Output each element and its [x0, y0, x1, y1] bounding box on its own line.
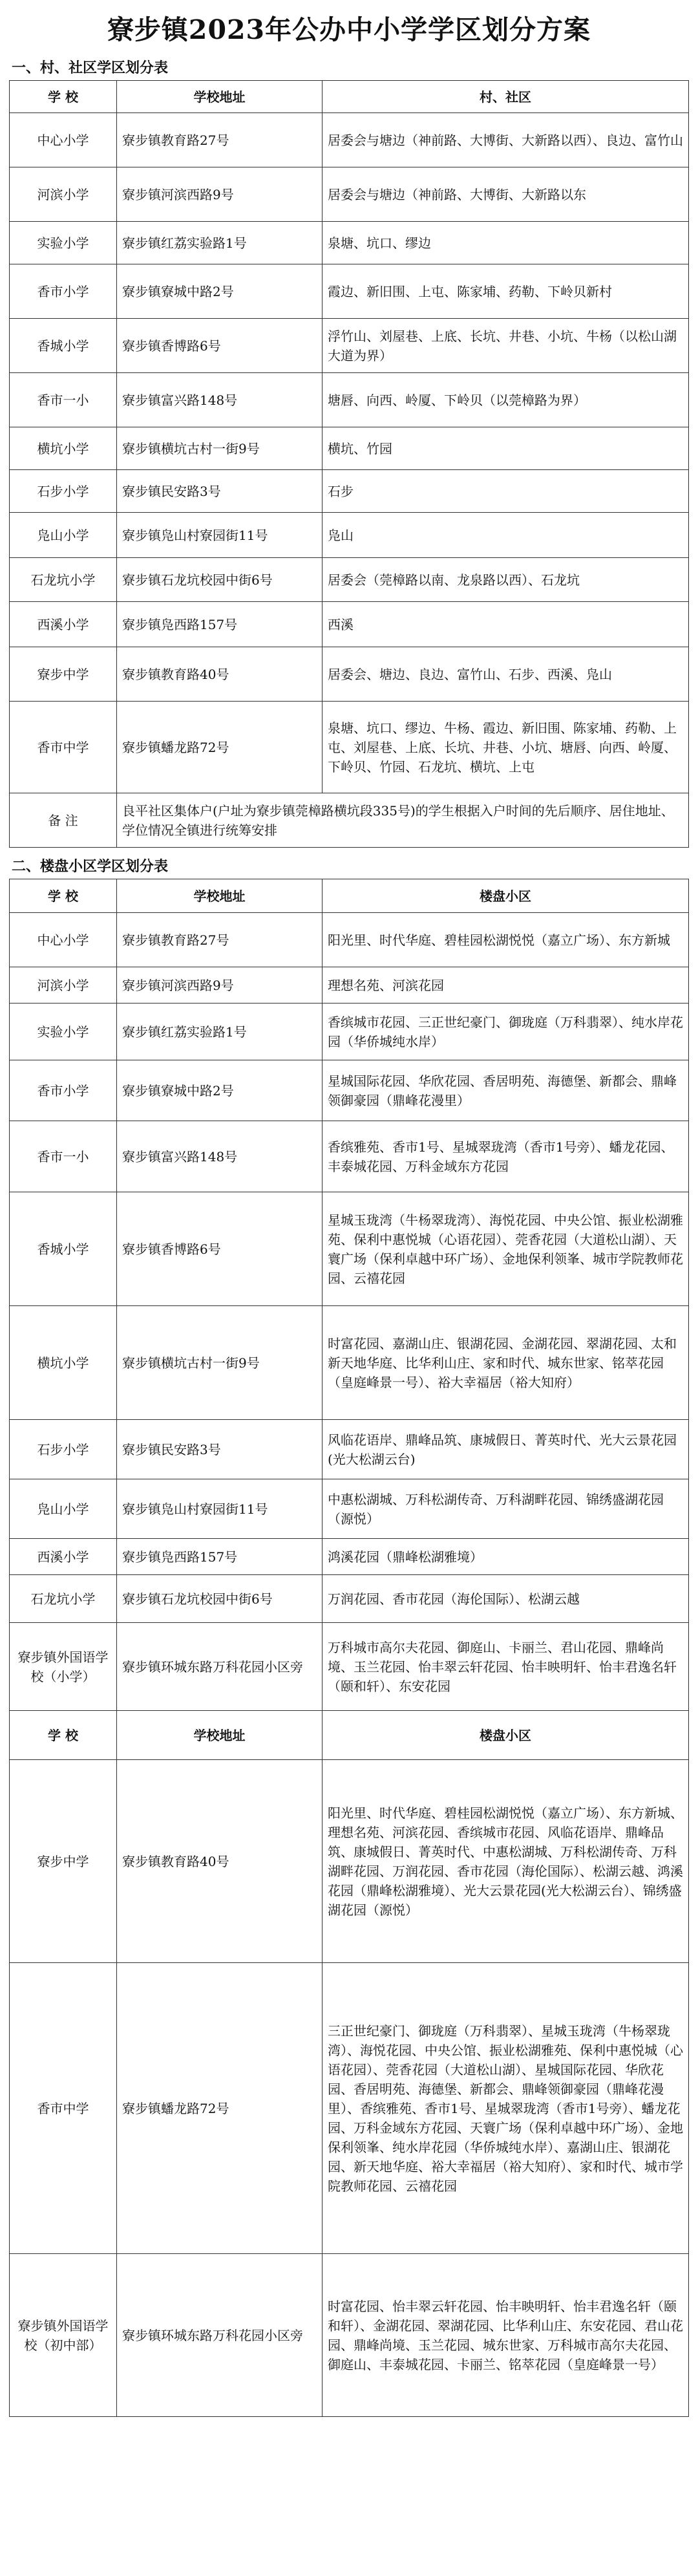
- page-title: 寮步镇2023年公办中小学学区划分方案: [107, 14, 591, 45]
- school-address: 寮步镇凫山村寮园街11号: [117, 1479, 323, 1539]
- table-row: [10, 167, 689, 222]
- area-list: 浮竹山、刘屋巷、上底、长坑、井巷、小坑、牛杨（以松山湖大道为界）: [323, 319, 689, 373]
- school-address: 寮步镇凫山村寮园街11号: [117, 513, 323, 558]
- table-row: [10, 1420, 689, 1479]
- estate-list: 阳光里、时代华庭、碧桂园松湖悦悦（嘉立广场）、东方新城、理想名苑、河滨花园、香缤城市花园、风临花语岸、鼎峰品筑、康城假日、菁英时代、中惠松湖城、万科松湖传奇、万科湖畔花园、万润花园、香市花园（海伦国际）、松湖云越、鸿溪花园（鼎峰松湖雅境）、光大云景花园(光大松湖云台）、锦绣盛湖花园（源悦）: [323, 1760, 689, 1963]
- note-label: 备 注: [10, 793, 117, 848]
- estate-list: 万科城市高尔夫花园、御庭山、卡丽兰、君山花园、鼎峰尚境、玉兰花园、怡丰翠云轩花园、怡丰映明轩、怡丰君逸名轩（颐和轩）、东安花园: [323, 1623, 689, 1711]
- header-estates: 楼盘小区: [323, 879, 689, 913]
- school-address: 寮步镇香博路6号: [117, 319, 323, 373]
- area-list: 横坑、竹园: [323, 427, 689, 470]
- section-heading-estates: 二、楼盘小区学区划分表: [12, 858, 169, 875]
- school-address: 寮步镇民安路3号: [117, 1420, 323, 1479]
- school-name: 中心小学: [10, 113, 117, 167]
- header-school: 学 校: [10, 879, 117, 913]
- school-name: 中心小学: [10, 913, 117, 967]
- school-name: 河滨小学: [10, 167, 117, 222]
- estate-list: 时富花园、嘉湖山庄、银湖花园、金湖花园、翠湖花园、太和新天地华庭、比华利山庄、家和时代、城东世家、铭萃花园（皇庭峰景一号）、裕大幸福居（裕大知府）: [323, 1306, 689, 1420]
- school-address: 寮步镇教育路40号: [117, 647, 323, 702]
- school-address: 寮步镇河滨西路9号: [117, 167, 323, 222]
- header-address: 学校地址: [117, 879, 323, 913]
- school-address: 寮步镇教育路27号: [117, 113, 323, 167]
- school-address: 寮步镇蟠龙路72号: [117, 702, 323, 793]
- school-address: 寮步镇石龙坑校园中街6号: [117, 558, 323, 602]
- table-row: [10, 264, 689, 319]
- area-list: 凫山: [323, 513, 689, 558]
- school-name: 横坑小学: [10, 427, 117, 470]
- area-list: 居委会与塘边（神前路、大博街、大新路以西）、良边、富竹山: [323, 113, 689, 167]
- header-address: 学校地址: [117, 81, 323, 113]
- school-address: 寮步镇红荔实验路1号: [117, 1004, 323, 1060]
- table-row: [10, 427, 689, 470]
- school-address: 寮步镇富兴路148号: [117, 1121, 323, 1192]
- table-row: [10, 470, 689, 513]
- table-row: [10, 1121, 689, 1192]
- estate-list: 香缤雅苑、香市1号、星城翠珑湾（香市1号旁）、蟠龙花园、丰泰城花园、万科金域东方花园: [323, 1121, 689, 1192]
- school-name: 实验小学: [10, 222, 117, 264]
- area-list: 霞边、新旧围、上屯、陈家埔、药勒、下岭贝新村: [323, 264, 689, 319]
- school-name: 石龙坑小学: [10, 558, 117, 602]
- school-name: 寮步中学: [10, 647, 117, 702]
- estate-district-table: [9, 879, 689, 2417]
- school-name: 横坑小学: [10, 1306, 117, 1420]
- header-address: 学校地址: [117, 1711, 323, 1760]
- school-name: 西溪小学: [10, 1539, 117, 1575]
- school-name: 石步小学: [10, 1420, 117, 1479]
- village-district-table: [9, 80, 689, 848]
- school-name: 河滨小学: [10, 967, 117, 1004]
- note-row: [10, 793, 689, 848]
- table-row: [10, 319, 689, 373]
- school-address: 寮步镇教育路40号: [117, 1760, 323, 1963]
- estate-list: 星城国际花园、华欣花园、香居明苑、海德堡、新都会、鼎峰领御豪园（鼎峰花漫里）: [323, 1060, 689, 1121]
- school-address: 寮步镇环城东路万科花园小区旁: [117, 2254, 323, 2417]
- school-address: 寮步镇蟠龙路72号: [117, 1963, 323, 2254]
- school-address: 寮步镇凫西路157号: [117, 602, 323, 647]
- school-name: 西溪小学: [10, 602, 117, 647]
- school-name: 香市一小: [10, 1121, 117, 1192]
- school-address: 寮步镇寮城中路2号: [117, 1060, 323, 1121]
- table-row: [10, 558, 689, 602]
- header-villages: 村、社区: [323, 81, 689, 113]
- school-name: 香市小学: [10, 264, 117, 319]
- school-name: 石龙坑小学: [10, 1575, 117, 1623]
- estate-list: 香缤城市花园、三正世纪豪门、御珑庭（万科翡翠）、纯水岸花园（华侨城纯水岸）: [323, 1004, 689, 1060]
- school-address: 寮步镇富兴路148号: [117, 373, 323, 427]
- area-list: 泉塘、坑口、缪边、牛杨、霞边、新旧围、陈家埔、药勒、上屯、刘屋巷、上底、长坑、井巷、小坑、塘唇、向西、岭厦、下岭贝、竹园、石龙坑、横坑、上屯: [323, 702, 689, 793]
- area-list: 居委会、塘边、良边、富竹山、石步、西溪、凫山: [323, 647, 689, 702]
- note-text: 良平社区集体户(户址为寮步镇莞樟路横坑段335号)的学生根据入户时间的先后顺序、居住地址、学位情况全镇进行统筹安排: [117, 793, 689, 848]
- table-row: [10, 602, 689, 647]
- table-header-row: [10, 879, 689, 913]
- table-row: [10, 1760, 689, 1963]
- area-list: 塘唇、向西、岭厦、下岭贝（以莞樟路为界）: [323, 373, 689, 427]
- estate-list: 鸿溪花园（鼎峰松湖雅境）: [323, 1539, 689, 1575]
- table-row: [10, 113, 689, 167]
- table-row: [10, 1004, 689, 1060]
- header-school: 学 校: [10, 1711, 117, 1760]
- table-header-row: [10, 81, 689, 113]
- table-header-row-middle-school: [10, 1711, 689, 1760]
- table-row: [10, 967, 689, 1004]
- estate-list: 万润花园、香市花园（海伦国际）、松湖云越: [323, 1575, 689, 1623]
- estate-list: 星城玉珑湾（牛杨翠珑湾）、海悦花园、中央公馆、振业松湖雅苑、保利中惠悦城（心语花园）、莞香花园（大道松山湖）、天寰广场（保利卓越中环广场）、金地保利领峯、城市学院教师花园、云禧花园: [323, 1192, 689, 1306]
- school-address: 寮步镇教育路27号: [117, 913, 323, 967]
- school-name: 寮步镇外国语学校（初中部）: [10, 2254, 117, 2417]
- estate-list: 中惠松湖城、万科松湖传奇、万科湖畔花园、锦绣盛湖花园（源悦）: [323, 1479, 689, 1539]
- school-address: 寮步镇环城东路万科花园小区旁: [117, 1623, 323, 1711]
- table-row: [10, 1963, 689, 2254]
- table-row: [10, 373, 689, 427]
- school-name: 香市中学: [10, 1963, 117, 2254]
- estate-list: 风临花语岸、鼎峰品筑、康城假日、菁英时代、光大云景花园(光大松湖云台): [323, 1420, 689, 1479]
- school-address: 寮步镇寮城中路2号: [117, 264, 323, 319]
- area-list: 石步: [323, 470, 689, 513]
- table-row: [10, 702, 689, 793]
- school-name: 实验小学: [10, 1004, 117, 1060]
- area-list: 居委会（莞樟路以南、龙泉路以西）、石龙坑: [323, 558, 689, 602]
- section-heading-villages: 一、村、社区学区划分表: [12, 59, 169, 76]
- estate-list: 三正世纪豪门、御珑庭（万科翡翠）、星城玉珑湾（牛杨翠珑湾）、海悦花园、中央公馆、振业松湖雅苑、保利中惠悦城（心语花园）、莞香花园（大道松山湖）、星城国际花园、华欣花园、香居明苑、海德堡、新都会、鼎峰领御豪园（鼎峰花漫里）、香缤雅苑、香市1号、星城翠珑湾（香市1号旁）、蟠龙花园、万科金域东方花园、天寰广场（保利卓越中环广场）、金地保利领峯、纯水岸花园（华侨城纯水岸）、嘉湖山庄、银湖花园、新天地华庭、裕大幸福居（裕大知府）、家和时代、城市学院教师花园、云禧花园: [323, 1963, 689, 2254]
- school-address: 寮步镇红荔实验路1号: [117, 222, 323, 264]
- school-name: 香城小学: [10, 319, 117, 373]
- table-row: [10, 1623, 689, 1711]
- table-row: [10, 1192, 689, 1306]
- estate-list: 理想名苑、河滨花园: [323, 967, 689, 1004]
- header-school: 学 校: [10, 81, 117, 113]
- school-address: 寮步镇石龙坑校园中街6号: [117, 1575, 323, 1623]
- table-row: [10, 913, 689, 967]
- area-list: 西溪: [323, 602, 689, 647]
- table-row: [10, 2254, 689, 2417]
- table-row: [10, 1539, 689, 1575]
- school-address: 寮步镇民安路3号: [117, 470, 323, 513]
- table-row: [10, 222, 689, 264]
- school-name: 香市一小: [10, 373, 117, 427]
- school-name: 香市中学: [10, 702, 117, 793]
- school-address: 寮步镇横坑古村一街9号: [117, 1306, 323, 1420]
- estate-list: 阳光里、时代华庭、碧桂园松湖悦悦（嘉立广场）、东方新城: [323, 913, 689, 967]
- area-list: 居委会与塘边（神前路、大博街、大新路以东: [323, 167, 689, 222]
- header-estates: 楼盘小区: [323, 1711, 689, 1760]
- table-row: [10, 1575, 689, 1623]
- school-name: 石步小学: [10, 470, 117, 513]
- school-address: 寮步镇横坑古村一街9号: [117, 427, 323, 470]
- table-row: [10, 1479, 689, 1539]
- school-address: 寮步镇凫西路157号: [117, 1539, 323, 1575]
- table-row: [10, 1060, 689, 1121]
- estate-list: 时富花园、怡丰翠云轩花园、怡丰映明轩、怡丰君逸名轩（颐和轩）、金湖花园、翠湖花园、比华利山庄、东安花园、君山花园、鼎峰尚境、玉兰花园、城东世家、万科城市高尔夫花园、御庭山、丰泰城花园、卡丽兰、铭萃花园（皇庭峰景一号）: [323, 2254, 689, 2417]
- school-name: 香城小学: [10, 1192, 117, 1306]
- school-address: 寮步镇河滨西路9号: [117, 967, 323, 1004]
- school-address: 寮步镇香博路6号: [117, 1192, 323, 1306]
- school-name: 香市小学: [10, 1060, 117, 1121]
- school-name: 寮步中学: [10, 1760, 117, 1963]
- table-row: [10, 513, 689, 558]
- table-row: [10, 647, 689, 702]
- school-name: 凫山小学: [10, 1479, 117, 1539]
- area-list: 泉塘、坑口、缪边: [323, 222, 689, 264]
- table-row: [10, 1306, 689, 1420]
- school-name: 凫山小学: [10, 513, 117, 558]
- school-name: 寮步镇外国语学校（小学）: [10, 1623, 117, 1711]
